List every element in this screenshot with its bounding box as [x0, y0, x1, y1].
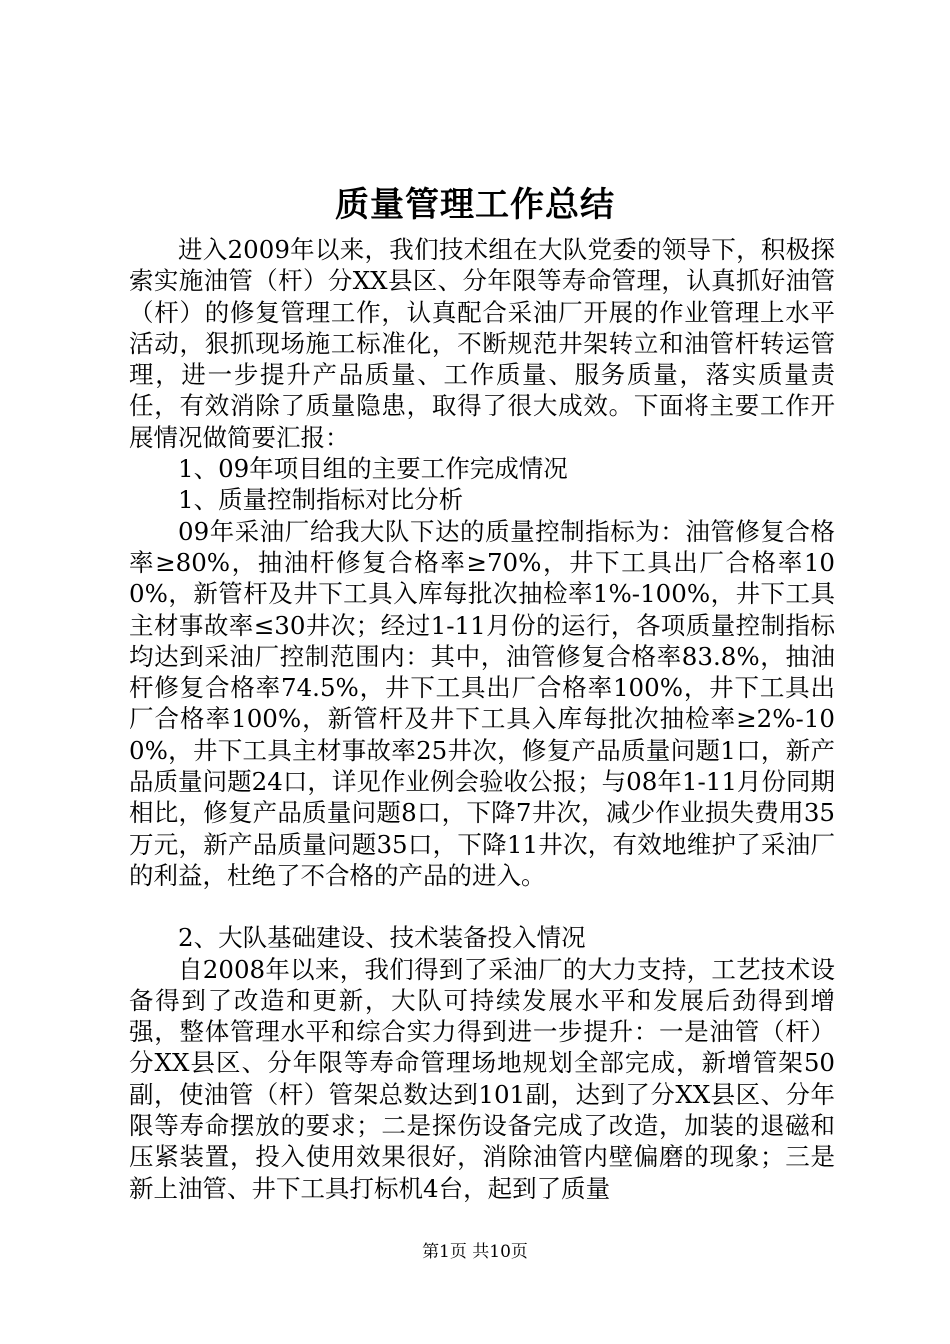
section-2-paragraph: 自2008年以来，我们得到了采油厂的大力支持，工艺技术设备得到了改造和更新，大队可持续发展水平和发展后劲得到增强，整体管理水平和综合实力得到进一步提升：一是油管（杆）分XX县区、分年限等寿命管理场地规划全部完成，新增管架50副，使油管（杆）管架总数达到101副，达到了分XX县区、分年限等寿命摆放的要求；二是探伤设备完成了改造，加装的退磁和压紧装置，投入使用效果很好，消除油管内壁偏磨的现象；三是新上油管、井下工具打标机4台，起到了质量 — [129, 954, 835, 1203]
intro-paragraph: 进入2009年以来，我们技术组在大队党委的领导下，积极探索实施油管（杆）分XX县区、分年限等寿命管理，认真抓好油管（杆）的修复管理工作，认真配合采油厂开展的作业管理上水平活动，狠抓现场施工标准化，不断规范井架转立和油管杆转运管理，进一步提升产品质量、工作质量、服务质量，落实质量责任，有效消除了质量隐患，取得了很大成效。下面将主要工作开展情况做简要汇报： — [129, 235, 835, 452]
subsection-1-heading: 1、质量控制指标对比分析 — [178, 485, 464, 515]
section-1-heading: 1、09年项目组的主要工作完成情况 — [178, 454, 568, 484]
page-footer: 第1页 共10页 — [422, 1242, 528, 1262]
paragraph-gap — [129, 891, 835, 922]
document-title: 质量管理工作总结 — [335, 185, 615, 225]
section-2-heading: 2、大队基础建设、技术装备投入情况 — [178, 923, 586, 953]
document-body — [129, 234, 835, 1204]
subsection-1-paragraph: 09年采油厂给我大队下达的质量控制指标为：油管修复合格率≥80%，抽油杆修复合格率≥70%，井下工具出厂合格率100%，新管杆及井下工具入库每批次抽检率1%-100%，井下工具主材事故率≤30井次；经过1-11月份的运行，各项质量控制指标均达到采油厂控制范围内：其中，油管修复合格率83.8%，抽油杆修复合格率74.5%，井下工具出厂合格率100%，井下工具出厂合格率100%，新管杆及井下工具入库每批次抽检率≥2%-100%，井下工具主材事故率25井次，修复产品质量问题1口，新产品质量问题24口，详见作业例会验收公报；与08年1-11月份同期相比，修复产品质量问题8口，下降7井次，减少作业损失费用35万元，新产品质量问题35口，下降11井次，有效地维护了采油厂的利益，杜绝了不合格的产品的进入。 — [129, 516, 835, 890]
